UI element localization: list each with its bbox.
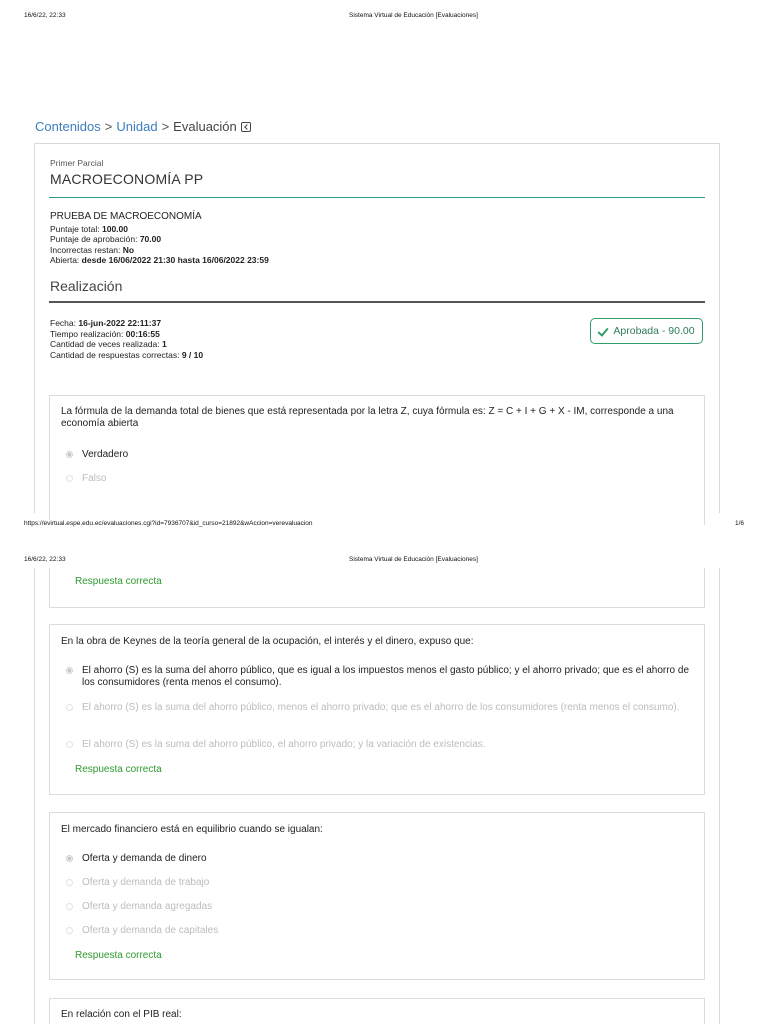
- radio-selected-icon[interactable]: [66, 451, 73, 458]
- divider: [49, 197, 705, 198]
- question-card: [49, 812, 705, 980]
- answer-option[interactable]: [66, 473, 690, 485]
- veces-value: 1: [162, 339, 167, 349]
- answer-option[interactable]: [66, 702, 690, 714]
- breadcrumb: [35, 119, 251, 134]
- puntaje-total-row: Puntaje total: 100.00: [50, 223, 128, 234]
- divider: [49, 301, 705, 303]
- abierta-value: desde 16/06/2022 21:30 hasta 16/06/2022 23:59: [81, 255, 269, 265]
- answer-option[interactable]: [66, 877, 690, 889]
- test-name: PRUEBA DE MACROECONOMÍA: [50, 211, 202, 222]
- back-arrow-icon[interactable]: [241, 122, 251, 132]
- question-card-continued: [49, 568, 705, 608]
- breadcrumb-current: Evaluación: [173, 119, 237, 134]
- breadcrumb-separator: >: [104, 119, 113, 134]
- print-header-date: 16/6/22, 22:33: [24, 12, 66, 19]
- breadcrumb-separator: >: [161, 119, 170, 134]
- veces-row: Cantidad de veces realizada: 1: [50, 339, 167, 349]
- radio-icon[interactable]: [66, 741, 73, 748]
- answer-option[interactable]: [66, 853, 690, 865]
- puntaje-total-value: 100.00: [102, 223, 128, 234]
- incorrectas-value: No: [122, 244, 135, 255]
- option-label: Falso: [82, 473, 107, 484]
- question-text: La fórmula de la demanda total de bienes que está representada por la letra Z, cuya fórmula es: Z = C + I + G + X - IM, corresponde a una economía abierta: [61, 406, 674, 429]
- test-info: [50, 212, 269, 266]
- fecha-value: 16-jun-2022 22:11:37: [78, 318, 162, 328]
- option-label: Oferta y demanda de dinero: [82, 853, 207, 864]
- attempt-info: [50, 318, 203, 360]
- fecha-row: Fecha: 16-jun-2022 22:11:37: [50, 318, 162, 328]
- result-text: Respuesta correcta: [75, 576, 162, 587]
- answer-option[interactable]: [66, 925, 690, 937]
- radio-selected-icon[interactable]: [66, 855, 73, 862]
- answer-option[interactable]: [66, 665, 690, 688]
- option-label: Oferta y demanda agregadas: [82, 901, 213, 912]
- abierta-row: Abierta: desde 16/06/2022 21:30 hasta 16/06/2022 23:59: [50, 255, 269, 265]
- puntaje-aprobacion-row: Puntaje de aprobación: 70.00: [50, 234, 162, 244]
- question-card: [49, 395, 705, 525]
- result-text: Respuesta correcta: [75, 950, 162, 961]
- incorrectas-row: Incorrectas restan: No: [50, 244, 135, 255]
- option-label: El ahorro (S) es la suma del ahorro público, el ahorro privado; y la variación de existencias.: [82, 739, 486, 750]
- result-text: Respuesta correcta: [75, 764, 162, 775]
- radio-icon[interactable]: [66, 903, 73, 910]
- radio-icon[interactable]: [66, 704, 73, 711]
- tiempo-row: Tiempo realización: 00:16:55: [50, 328, 160, 339]
- option-label: El ahorro (S) es la suma del ahorro público, menos el ahorro privado; que es el ahorro de los consumidores (renta menos el consumo).: [82, 702, 680, 713]
- option-label: Oferta y demanda de capitales: [82, 925, 219, 936]
- course-label: Primer Parcial: [50, 158, 104, 168]
- question-card: [49, 998, 705, 1024]
- status-text: Aprobada - 90.00: [613, 325, 695, 337]
- radio-icon[interactable]: [66, 879, 73, 886]
- section-title-realizacion: Realización: [50, 278, 123, 294]
- option-label: Verdadero: [82, 449, 129, 460]
- print-header-title: Sistema Virtual de Educación [Evaluaciones]: [349, 556, 478, 563]
- question-text: El mercado financiero está en equilibrio cuando se igualan:: [61, 824, 323, 835]
- radio-icon[interactable]: [66, 927, 73, 934]
- question-text: En la obra de Keynes de la teoría general de la ocupación, el interés y el dinero, expuso que:: [61, 636, 474, 647]
- option-label: Oferta y demanda de trabajo: [82, 877, 210, 888]
- option-label: El ahorro (S) es la suma del ahorro público, que es igual a los impuestos menos el gasto público; y el ahorro privado; que es el ahorro de los consumidores (renta menos el consumo).: [82, 665, 690, 688]
- answer-option[interactable]: [66, 901, 690, 913]
- answer-option[interactable]: [66, 739, 690, 751]
- print-header-date: 16/6/22, 22:33: [24, 556, 66, 563]
- breadcrumb-unidad-link[interactable]: Unidad: [116, 119, 158, 134]
- tiempo-value: 00:16:55: [125, 328, 160, 339]
- print-header-title: Sistema Virtual de Educación [Evaluaciones]: [349, 12, 478, 19]
- radio-selected-icon[interactable]: [66, 667, 73, 674]
- correctas-value: 9 / 10: [181, 349, 204, 360]
- question-text: En relación con el PIB real:: [61, 1009, 182, 1020]
- radio-icon[interactable]: [66, 475, 73, 482]
- puntaje-aprobacion-value: 70.00: [139, 234, 162, 244]
- print-footer-page: 1/6: [735, 520, 745, 527]
- breadcrumb-contenidos-link[interactable]: Contenidos: [35, 119, 101, 134]
- print-footer-url: https://evirtual.espe.edu.ec/evaluaciones.cgi?id=7936707&id_curso=21892&wAccion=verevaluacion: [24, 520, 313, 527]
- correctas-row: Cantidad de respuestas correctas: 9 / 10: [50, 349, 204, 360]
- answer-option[interactable]: [66, 449, 690, 461]
- check-icon: [598, 327, 609, 335]
- question-card: [49, 624, 705, 795]
- course-title: MACROECONOMÍA PP: [50, 171, 204, 187]
- status-badge: [590, 318, 703, 344]
